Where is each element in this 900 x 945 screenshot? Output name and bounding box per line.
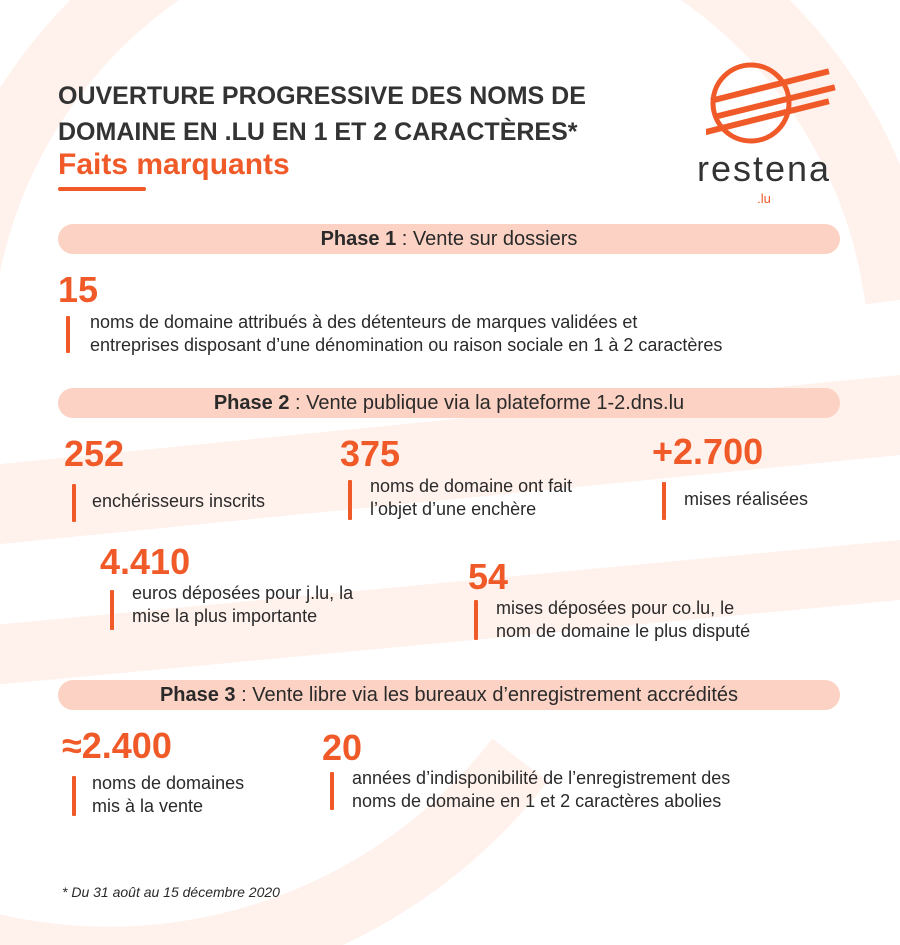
- stat-description-line: nom de domaine le plus disputé: [496, 621, 751, 641]
- stat-description: [132, 582, 353, 628]
- footnote: * Du 31 août au 15 décembre 2020: [62, 884, 280, 900]
- stat-bar: [72, 776, 76, 816]
- stat-description: [370, 475, 572, 521]
- subtitle-underline: [58, 187, 146, 191]
- stat-description-line: noms de domaine en 1 et 2 caractères abolies: [352, 791, 722, 811]
- stat-value: 20: [322, 727, 363, 768]
- title-line-2: DOMAINE EN .LU EN 1 ET 2 CARACTÈRES*: [58, 118, 578, 146]
- stat-value: 54: [468, 556, 509, 597]
- stat-bar: [474, 600, 478, 640]
- page-subtitle: Faits marquants: [58, 148, 290, 181]
- logo-wordmark: restena: [696, 148, 832, 189]
- stat-bar: [662, 482, 666, 520]
- stat-value: 4.410: [100, 541, 191, 582]
- phase-1-text: : Vente sur dossiers: [396, 228, 578, 250]
- stat-description-line: mise la plus importante: [132, 606, 318, 626]
- phase-2-banner: [58, 388, 840, 418]
- stat-value: 375: [340, 433, 401, 474]
- phase-3-label: Phase 3: [159, 684, 236, 706]
- stat-bar: [110, 590, 114, 630]
- stat-description: [496, 597, 750, 643]
- stat-value: ≈2.400: [62, 725, 172, 766]
- phase-2-label: Phase 2: [213, 392, 290, 414]
- stat-description-line: noms de domaines: [92, 773, 245, 793]
- phase-1-banner: [58, 224, 840, 254]
- stat-description: [92, 772, 244, 818]
- stat-value: +2.700: [652, 431, 764, 472]
- stat-bar: [72, 484, 76, 522]
- stat-description: [684, 488, 808, 511]
- page-title: [58, 78, 678, 150]
- stat-description-line: euros déposées pour j.lu, la: [132, 583, 354, 603]
- phase-2-text: : Vente publique via la plateforme 1-2.dns.lu: [289, 392, 685, 414]
- stat-description: [352, 767, 730, 813]
- stat-value: 252: [64, 433, 125, 474]
- stat-description-line: enchérisseurs inscrits: [92, 491, 266, 511]
- stat-description-line: mises déposées pour co.lu, le: [496, 598, 735, 618]
- stat-description-line: années d’indisponibilité de l’enregistrement des: [352, 768, 731, 788]
- logo-suffix: .lu: [757, 191, 771, 206]
- stat-description: [92, 490, 265, 513]
- stat-description-line: entreprises disposant d’une dénomination ou raison sociale en 1 à 2 caractères: [90, 335, 723, 355]
- stat-bar: [330, 772, 334, 810]
- stat-value: 15: [58, 269, 99, 310]
- phase-3-banner: [58, 680, 840, 710]
- stat-description-line: mises réalisées: [684, 489, 809, 509]
- phase-1-label: Phase 1: [320, 228, 397, 250]
- restena-logo-icon: [706, 58, 836, 148]
- stat-bar: [66, 316, 70, 353]
- stat-description-line: noms de domaine ont fait: [370, 476, 573, 496]
- title-line-1: OUVERTURE PROGRESSIVE DES NOMS DE: [58, 82, 586, 110]
- stat-bar: [348, 480, 352, 520]
- stat-description-line: mis à la vente: [92, 796, 204, 816]
- stat-description-line: l’objet d’une enchère: [370, 499, 537, 519]
- stat-description-line: noms de domaine attribués à des détenteurs de marques validées et: [90, 312, 638, 332]
- stat-description: [90, 311, 722, 357]
- phase-3-text: : Vente libre via les bureaux d’enregistrement accrédités: [235, 684, 739, 706]
